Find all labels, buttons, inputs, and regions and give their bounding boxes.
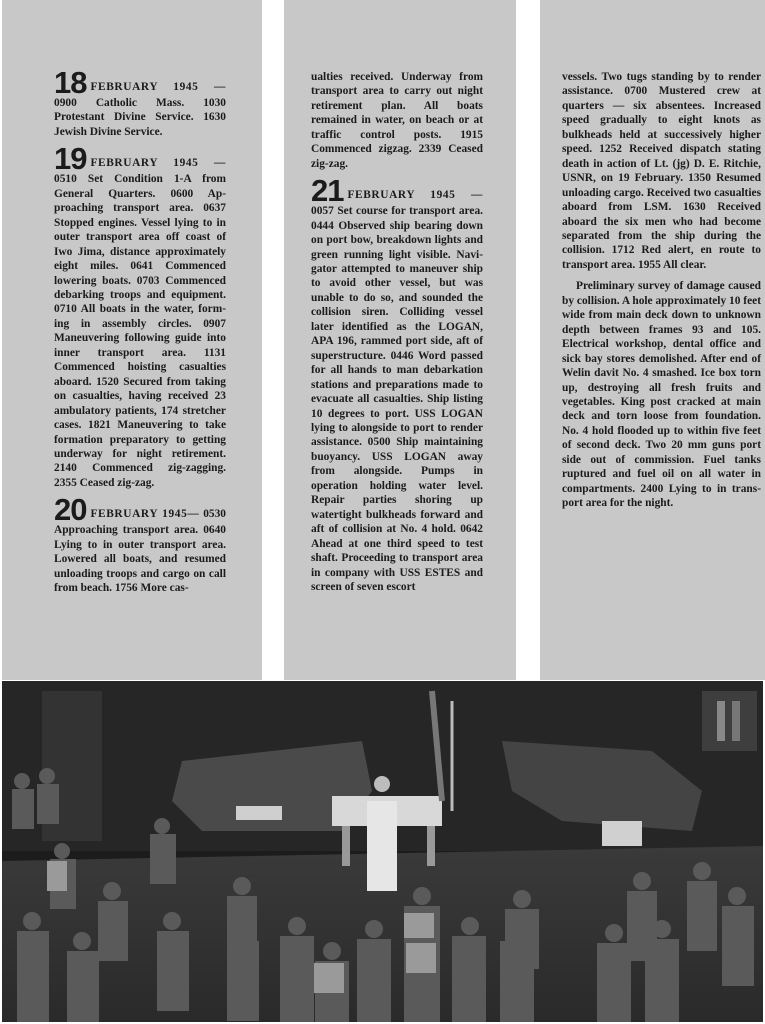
entry-day: 19 (54, 141, 87, 177)
log-entry-21-feb (311, 173, 483, 594)
photo-illustration (2, 681, 763, 1022)
entry-day: 21 (311, 173, 344, 209)
text-column-1 (2, 0, 262, 680)
text-column-2 (284, 0, 516, 680)
entry-text: 0057 Set course for transport area. 0444 Observed ship bearing down on port bow, breakdown lights and green running light visible. Navigator attempted to maneuver ship to avoid other vessel, but was unable to do so, and sounded the collision siren. Colliding vessel later identified as the LOGAN, APA 196, rammed port side, aft of superstructure. 0446 Word passed for all hands to man debarkation stations and preparations made to evacuate all casualties. Ship listing 10 degrees to port. USS LOGAN lying to alongside to port to render assistance. 0500 Ship maintaining buoyancy. USS LOGAN away from alongside. Pumps in operation holding water level. Repair parties shoring up watertight bulkheads forward and aft of collision at No. 4 hold. 0642 Ahead at one third speed to test shaft. Proceeding to transport area in company with USS ESTES and screen of seven escort (311, 205, 483, 593)
entry-day: 18 (54, 65, 87, 100)
entry-date: FEBRUARY 1945 — (90, 157, 226, 170)
log-entry-19-feb (54, 141, 226, 490)
continued-text: ualties received. Underway from transport area to carry out night retirement plan. All boats remained in water, on beach or at traffic control posts. 1915 Commenced zigzag. 2339 Ceased zig-zag. (311, 71, 483, 170)
chaplain-figure (367, 801, 397, 891)
column-1-text (54, 65, 226, 596)
column-2-text (311, 70, 483, 594)
continued-paragraph: vessels. Two tugs standing by to render assistance. 0700 Mustered crew at quarters — six absentees. Increased speed gradually to eight knots as bulkheads held at successively higher speed. 1252 Received dispatch stating death in action of Lt. (jg) D. E. Ritchie, USNR, on 19 February. 1350 Resumed unloading cargo. Received two casualties aboard from LSM. 1630 Received aboard the six men who had become separated from the ship during the collision. 1712 Red alert, en route to transport area. 1955 All clear. (562, 71, 761, 271)
column-3-text (562, 70, 761, 511)
deck-service-photo (2, 681, 763, 1022)
small-table (236, 806, 282, 820)
small-table (602, 821, 642, 846)
entry-date: FEBRUARY 1945 — (90, 81, 226, 93)
entry-text: 0510 Set Condition 1-A from General Quarters. 0600 Approaching transport area. 0637 Stopped engines. Vessel lying to in outer transport area off coast of Iwo Jima, distance approximately eight miles. 0641 Commenced lowering boats. 0703 Commenced debarking troops and equipment. 0710 All boats in the water, forming in assembly circles. 0907 Maneuvering following guide into inner transport area. 1131 Commenced hoisting casualties aboard. 1520 Secured from taking on casualties, having received 23 ambulatory patients, 174 stretcher cases. 1821 Maneuvering to take formation preparatory to getting underway for night retirement. 2140 Commenced zig-zagging. 2355 Ceased zig-zag. (54, 173, 226, 489)
log-entry-18-feb (54, 65, 226, 139)
damage-survey-paragraph: Preliminary survey of damage caused by collision. A hole approximately 10 feet wide from main deck down to unknown depth between frames 93 and 105. Electrical workshop, dental office and sick bay stores demolished. After end of Welin davit No. 4 smashed. Ice box torn up, destroying all fresh fruits and vegetables. King post cracked at main deck and torn loose from foundation. No. 4 hold flooded up to within five feet of second deck. Two 20 mm guns port side out of commission. Fuel tanks ruptured and fuel oil on all water in compartments. 2400 Lying to in transport area for the night. (562, 280, 761, 510)
entry-date: FEBRUARY 1945— (90, 508, 200, 521)
entry-day: 20 (54, 492, 87, 528)
porthole-window (702, 691, 757, 751)
entry-date: FEBRUARY 1945 — (347, 189, 483, 202)
text-column-3 (540, 0, 765, 680)
entry-text: 0530 Approaching transport area. 0640 Lying to in outer transport area. Lowered all boats, and resumed unloading troops and cargo on call from beach. 1756 More cas- (54, 508, 226, 595)
entry-text: 0900 Catholic Mass. 1030 Protestant Divine Service. 1630 Jewish Divine Service. (54, 97, 226, 138)
log-entry-20-feb (54, 492, 226, 595)
